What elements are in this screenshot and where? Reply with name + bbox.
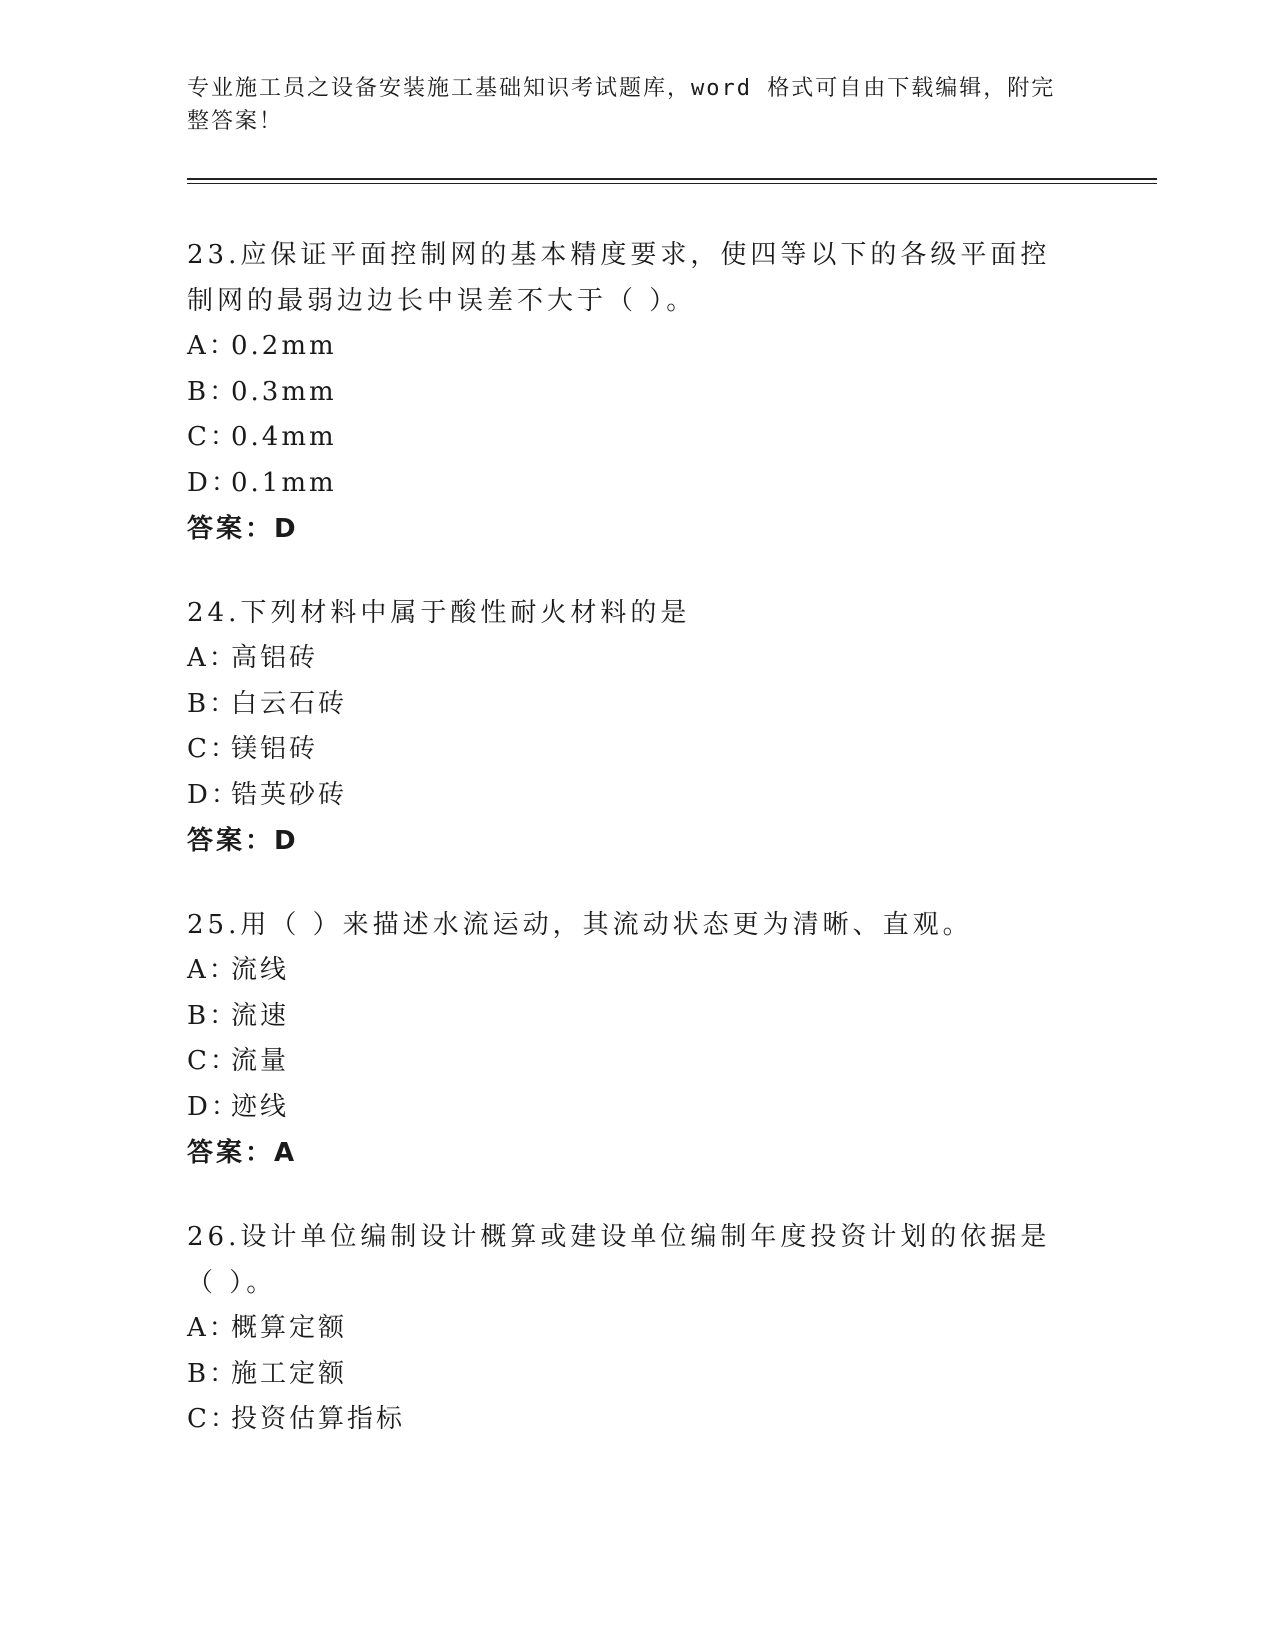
option-label: B： (187, 688, 239, 719)
option-a (187, 636, 1077, 682)
question-text: 26.设计单位编制设计概算或建设单位编制年度投资计划的依据是（ ）。 (187, 1222, 1051, 1298)
question-text: 23.应保证平面控制网的基本精度要求，使四等以下的各级平面控制网的最弱边边长中误差不大于（ ）。 (187, 240, 1051, 316)
option-text: 概算定额 (231, 1313, 348, 1343)
option-label: C： (187, 734, 239, 764)
option-b (187, 682, 1077, 728)
option-text: 高铝砖 (231, 643, 319, 673)
option-label: D： (187, 779, 240, 810)
option-a (187, 948, 1077, 994)
option-text: 0.1mm (231, 467, 337, 498)
option-label: A： (187, 1313, 238, 1343)
question-text: 25.用（ ）来描述水流运动，其流动状态更为清晰、直观。 (187, 910, 973, 940)
question-item (187, 590, 1077, 864)
option-label: C： (187, 1046, 239, 1076)
option-label: B： (187, 376, 239, 407)
answer-line: 答案：D (187, 826, 299, 856)
option-label: B： (187, 1358, 239, 1389)
option-text: 锆英砂砖 (231, 779, 348, 810)
question-text: 24.下列材料中属于酸性耐火材料的是 (187, 598, 691, 628)
option-text: 镁铝砖 (231, 734, 319, 764)
answer-line: 答案：A (187, 1138, 298, 1168)
option-c (187, 727, 1077, 773)
option-text: 流线 (231, 955, 290, 985)
option-d (187, 1085, 1077, 1131)
option-d (187, 461, 1077, 507)
option-label: C： (187, 1404, 239, 1434)
header-divider-thick (187, 178, 1157, 180)
question-item (187, 232, 1077, 552)
option-text: 迹线 (231, 1091, 290, 1122)
option-label: B： (187, 1000, 239, 1031)
option-b (187, 370, 1077, 416)
document-header: 专业施工员之设备安装施工基础知识考试题库，word 格式可自由下载编辑，附完整答案！ (187, 76, 1056, 134)
option-label: D： (187, 1091, 240, 1122)
option-text: 流量 (231, 1046, 290, 1076)
option-text: 投资估算指标 (231, 1404, 406, 1434)
option-text: 施工定额 (231, 1358, 348, 1389)
answer-line: 答案：D (187, 514, 299, 544)
option-text: 白云石砖 (231, 688, 348, 719)
option-a (187, 1306, 1077, 1352)
option-text: 0.4mm (231, 422, 337, 452)
option-a (187, 324, 1077, 370)
question-list (187, 232, 1077, 1481)
option-label: A： (187, 643, 238, 673)
question-item (187, 902, 1077, 1176)
option-d (187, 773, 1077, 819)
option-label: D： (187, 467, 240, 498)
option-c (187, 415, 1077, 461)
option-c (187, 1039, 1077, 1085)
option-label: A： (187, 331, 238, 361)
option-text: 0.2mm (231, 331, 337, 361)
option-c (187, 1397, 1077, 1443)
question-item (187, 1214, 1077, 1443)
option-b (187, 1352, 1077, 1398)
option-label: A： (187, 955, 238, 985)
option-text: 流速 (231, 1000, 290, 1031)
header-divider-thin (187, 183, 1157, 184)
option-b (187, 994, 1077, 1040)
option-text: 0.3mm (231, 376, 337, 407)
option-label: C： (187, 422, 239, 452)
